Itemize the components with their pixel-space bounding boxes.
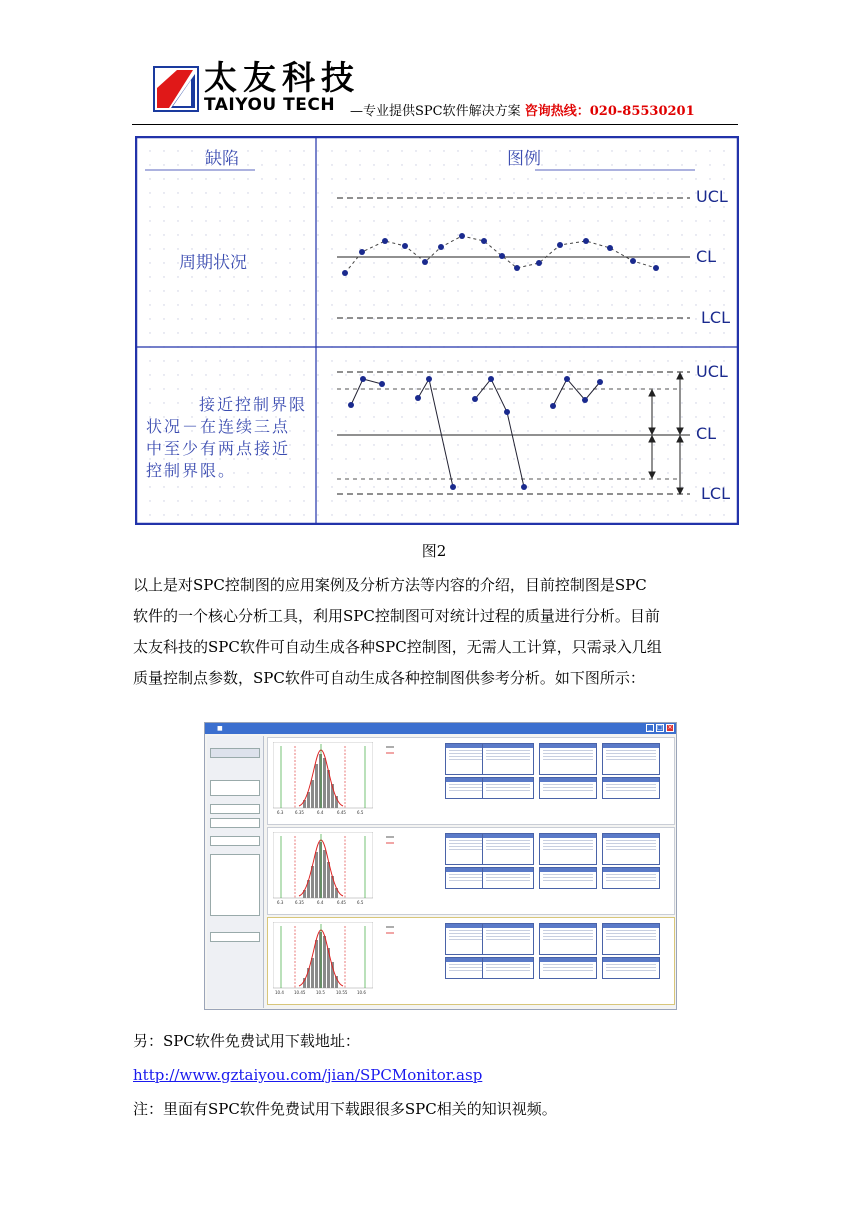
paragraph-line: 质量控制点参数，SPC软件可自动生成各种控制图供参考分析。如下图所示：	[133, 669, 645, 687]
stat-box	[482, 923, 534, 955]
axis-tick: 10.5	[316, 990, 325, 995]
hotline-text: 咨询热线：020-85530201	[524, 104, 695, 119]
stat-box	[602, 957, 660, 979]
spc-software-screenshot	[204, 722, 677, 1010]
axis-tick: 10.4	[275, 990, 284, 995]
item-list	[210, 854, 260, 916]
stat-box	[539, 957, 597, 979]
stat-box	[602, 777, 660, 799]
cl-label: CL	[696, 424, 717, 443]
paragraph-line: 软件的一个核心分析工具，利用SPC控制图可对统计过程的质量进行分析。目前	[133, 607, 660, 625]
download-label: 另：SPC软件免费试用下载地址：	[133, 1032, 360, 1050]
header-divider	[132, 124, 738, 125]
ucl-label: UCL	[696, 187, 728, 206]
legend-3	[384, 924, 424, 938]
axis-tick: 10.45	[294, 990, 306, 995]
stat-box	[602, 867, 660, 889]
row-near-limit-line2: 状况－在连续三点	[146, 417, 291, 436]
stat-box	[539, 923, 597, 955]
axis-tick: 10.55	[336, 990, 348, 995]
tagline-text: —专业提供SPC软件解决方案	[350, 104, 521, 119]
stat-box	[482, 957, 534, 979]
header-defect: 缺陷	[205, 149, 239, 169]
row-near-limit-line3: 中至少有两点接近	[146, 439, 291, 458]
logo-mark-icon	[153, 66, 199, 112]
options-sidebar	[207, 736, 264, 1008]
control-chart-defect-figure	[135, 136, 739, 525]
histogram-chart-2	[273, 832, 373, 906]
stat-box	[482, 833, 534, 865]
window-title-icon: ■	[217, 725, 223, 732]
option-checkbox-row	[210, 932, 260, 942]
histogram-chart-1	[273, 742, 373, 816]
stat-box	[482, 867, 534, 889]
ucl-label: UCL	[696, 362, 728, 381]
sidebar-button	[210, 748, 260, 758]
stat-box	[602, 743, 660, 775]
brand-name-cn: 太友科技	[204, 58, 360, 97]
header-legend: 图例	[507, 149, 541, 169]
lcl-label: LCL	[701, 308, 730, 327]
axis-tick: 6.45	[337, 900, 346, 905]
sidebar-buttons-row	[210, 836, 260, 846]
lcl-label: LCL	[701, 484, 730, 503]
maximize-icon: □	[657, 724, 663, 731]
axis-tick: 6.35	[295, 810, 304, 815]
axis-tick: 6.45	[337, 810, 346, 815]
cl-label: CL	[696, 247, 717, 266]
window-titlebar	[205, 723, 676, 734]
minimize-icon: _	[646, 724, 654, 732]
axis-tick: 6.5	[357, 900, 364, 905]
row-cycle-label: 周期状况	[179, 253, 247, 273]
stat-box	[482, 777, 534, 799]
stat-box	[602, 833, 660, 865]
axis-tick: 6.3	[277, 810, 284, 815]
chart-type-select	[210, 804, 260, 814]
stat-box	[539, 833, 597, 865]
axis-tick: 6.5	[357, 810, 364, 815]
brand-name-en: TAIYOU TECH	[204, 95, 336, 115]
header-tagline	[350, 103, 695, 121]
axis-tick: 6.3	[277, 900, 284, 905]
legend-2	[384, 834, 424, 848]
legend-1	[384, 744, 424, 758]
paragraph-line: 太友科技的SPC软件可自动生成各种SPC控制图，无需人工计算，只需录入几组	[133, 638, 662, 656]
footer-note: 注：里面有SPC软件免费试用下载跟很多SPC相关的知识视频。	[133, 1100, 557, 1118]
axis-tick: 10.6	[357, 990, 366, 995]
histogram-chart-3	[273, 922, 373, 996]
row-near-limit-line1: 接近控制界限	[199, 395, 308, 414]
axis-tick: 6.35	[295, 900, 304, 905]
stat-box	[482, 743, 534, 775]
stat-box	[539, 743, 597, 775]
stat-box	[539, 777, 597, 799]
params-box	[210, 818, 260, 828]
axis-tick: 6.4	[317, 900, 324, 905]
axis-tick: 6.4	[317, 810, 324, 815]
figure-caption: 图2	[421, 542, 447, 560]
display-mode-box	[210, 780, 260, 796]
stat-box	[539, 867, 597, 889]
intro-paragraph	[133, 570, 741, 694]
stat-box	[602, 923, 660, 955]
row-near-limit-line4: 控制界限。	[146, 461, 237, 480]
download-link[interactable]: http://www.gztaiyou.com/jian/SPCMonitor.asp	[133, 1066, 483, 1084]
paragraph-line: 以上是对SPC控制图的应用案例及分析方法等内容的介绍，目前控制图是SPC	[133, 576, 647, 594]
close-icon: ×	[667, 724, 673, 731]
